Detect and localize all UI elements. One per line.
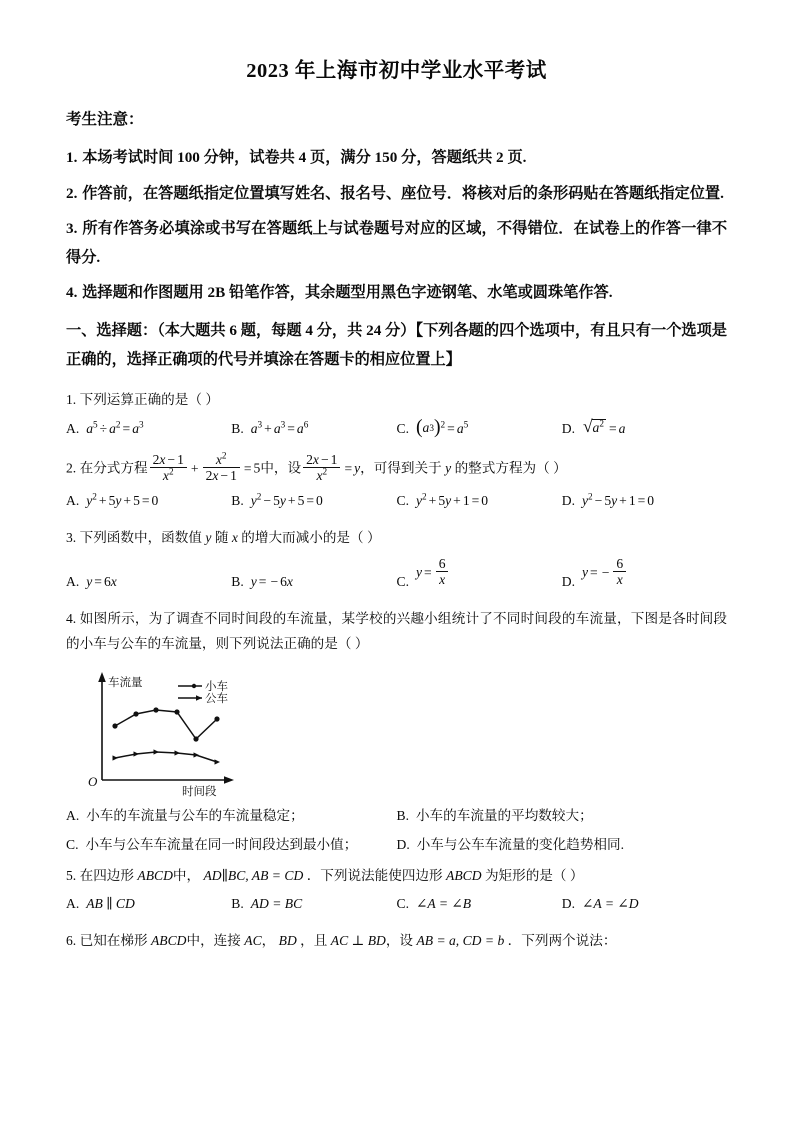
option-label: D. — [561, 421, 575, 437]
notice-item-4-number: 4. — [66, 284, 78, 302]
data-point — [193, 737, 198, 742]
question-4-option-C[interactable] — [66, 833, 397, 853]
option-math: AB ∥ CD — [86, 895, 135, 911]
question-5-options — [66, 896, 727, 912]
data-point — [113, 756, 119, 761]
question-6-text-c: ， — [261, 932, 276, 948]
option-label: C. — [396, 493, 409, 509]
question-6-var-5: AB = a, CD = b — [416, 932, 505, 948]
chart-legend — [178, 679, 228, 705]
question-3-number: 3. — [66, 530, 77, 546]
section-one-heading: 一、选择题：（本大题共 6 题，每题 4 分，共 24 分）【下列各题的四个选项中，有且只有一个选项是正确的，选择正确项的代号并填涂在答题卡的相应位置上】 — [66, 322, 727, 369]
question-4-options-row-2 — [66, 833, 727, 853]
option-text: 小车的车流量与公车的车流量稳定； — [86, 808, 304, 824]
option-label: A. — [66, 808, 80, 824]
notice-item-1-number: 1. — [66, 149, 78, 167]
question-5-option-C[interactable] — [397, 896, 562, 912]
question-1-option-B[interactable] — [231, 421, 396, 437]
option-text: 小车的车流量的平均数较大； — [415, 808, 593, 824]
question-3-option-C[interactable] — [397, 557, 562, 590]
fraction-2x-1-over-x2: $\frac{2x - 1}{x^2}$ — [150, 452, 187, 485]
question-3-option-B[interactable] — [231, 574, 396, 590]
question-5-number: 5. — [66, 868, 77, 884]
question-3-text-c: 的增大而减小的是（ ） — [241, 530, 381, 546]
question-4-option-A[interactable] — [66, 804, 397, 824]
data-point — [112, 724, 117, 729]
option-label: B. — [231, 493, 244, 509]
x-axis-label: 时间段 — [182, 786, 217, 798]
notice-item-1-text: 本场考试时间 100 分钟，试卷共 4 页，满分 150 分，答题纸共 2 页. — [82, 149, 527, 167]
question-6-text-a: 已知在梯形 — [79, 932, 148, 948]
option-label: C. — [396, 895, 409, 911]
option-math: y = $\frac{6}{x}$ — [416, 557, 562, 590]
option-label: B. — [231, 574, 244, 590]
notice-item-2-number: 2. — [66, 184, 78, 202]
question-6-var-4: AC ⊥ BD — [330, 932, 386, 948]
notice-item-3-number: 3. — [66, 219, 78, 237]
data-point — [174, 710, 179, 715]
page-title: 2023 年上海市初中学业水平考试 — [246, 60, 547, 82]
question-4-options-row-1 — [66, 804, 727, 824]
question-5-stem — [66, 863, 727, 888]
question-6-text-b: 中，连接 — [186, 932, 241, 948]
question-5-var-3: ABCD — [446, 868, 482, 884]
option-math: y = − $\frac{6}{x}$ — [582, 557, 727, 590]
notice-item-1 — [66, 143, 727, 172]
option-math: $y^2 + 5y + 1 = 0$ — [415, 491, 489, 509]
data-point — [175, 751, 181, 756]
legend-marker-gongche — [196, 696, 202, 702]
y-axis-arrow — [98, 672, 106, 682]
traffic-flow-chart-figure — [66, 662, 727, 797]
question-2-number: 2. — [66, 460, 77, 476]
question-1-option-C[interactable] — [396, 415, 562, 438]
x-axis-arrow — [224, 777, 234, 785]
question-5-text-c: ．下列说法能使四边形 — [306, 868, 443, 884]
question-5-var-2: AD∥BC, AB = CD — [203, 868, 304, 884]
option-math: $y^2 + 5y + 5 = 0$ — [86, 491, 159, 509]
option-math: √ $a^2$ = a — [582, 416, 626, 437]
question-5-text-d: 为矩形的是（ ） — [484, 868, 584, 884]
question-2-options — [66, 493, 727, 509]
page-content — [66, 58, 727, 955]
question-4-options — [66, 804, 727, 853]
data-point — [154, 750, 160, 755]
question-4-text: 如图所示，为了调查不同时间段的车流量，某学校的兴趣小组统计了不同时间段的车流量，下图是各时间段的小车与公车的车流量，则下列说法正确的是（ ） — [66, 611, 728, 652]
data-point — [134, 752, 140, 757]
question-2-option-D[interactable] — [562, 493, 727, 509]
candidate-notice-heading: 考生注意： — [66, 110, 144, 128]
traffic-flow-line-chart — [74, 662, 314, 797]
data-point — [215, 760, 221, 765]
option-math: ∠A = ∠B — [415, 895, 472, 911]
option-label: D. — [396, 837, 410, 853]
question-1-text: 下列运算正确的是（ ） — [79, 392, 219, 408]
option-label: A. — [66, 574, 80, 590]
option-label: B. — [231, 895, 244, 911]
option-label: A. — [66, 493, 80, 509]
question-4-option-D[interactable] — [397, 833, 728, 853]
question-1-number: 1. — [66, 392, 77, 408]
notice-item-3-text: 所有作答务必填涂或书写在答题纸上与试卷题号对应的区域，不得错位．在试卷上的作答一律不得分. — [66, 219, 728, 266]
question-6-var-3: BD — [278, 932, 297, 948]
data-point — [133, 712, 138, 717]
question-2-text-b: 中， — [260, 460, 288, 476]
question-1-options — [66, 415, 727, 438]
fraction-2x-1-over-x2-sub: $\frac{2x - 1}{x^2}$ — [303, 452, 340, 485]
question-5-option-A[interactable] — [66, 896, 231, 912]
question-2-text-d: ，可得到关于 — [360, 460, 442, 476]
question-2-option-A[interactable] — [66, 493, 231, 509]
question-3-stem: 3. 下列函数中，函数值 y 随 x 的增大而减小的是（ ） — [66, 530, 381, 546]
notice-item-4 — [66, 278, 727, 307]
option-label: B. — [231, 421, 244, 437]
series-gongche-line — [115, 752, 217, 762]
series-gongche — [113, 750, 221, 765]
option-math: $y^2 - 5y + 1 = 0$ — [581, 491, 655, 509]
question-6-number: 6. — [66, 932, 77, 948]
fraction-x2-over-2x-1: $\frac{x^2}{2x - 1}$ — [203, 452, 240, 485]
notice-item-2 — [66, 179, 727, 208]
option-text: 小车与公车车流量的变化趋势相同. — [416, 837, 625, 853]
option-math: y = 6x — [86, 574, 117, 590]
option-math: $a^3 + a^3 = a^6$ — [250, 419, 309, 437]
question-5-option-D[interactable] — [562, 896, 727, 912]
option-label: D. — [561, 574, 575, 590]
legend-marker-xiaoche — [192, 684, 196, 688]
option-math: $a^5 \div a^2 = a^3$ — [86, 419, 144, 437]
notice-item-4-text: 选择题和作图题用 2B 铅笔作答，其余题型用黑色字迹钢笔、水笔或圆珠笔作答. — [82, 284, 613, 302]
legend-label-xiaoche: 小车 — [205, 681, 228, 694]
option-label: C. — [396, 574, 409, 590]
data-point — [194, 753, 200, 758]
question-6-stem — [66, 928, 727, 953]
option-math: AD = BC — [250, 895, 303, 911]
option-text: 小车与公车车流量在同一时间段达到最小值； — [85, 837, 358, 853]
option-label: D. — [561, 493, 575, 509]
question-5-text-a: 在四边形 — [79, 868, 134, 884]
question-5-option-B[interactable] — [231, 896, 396, 912]
option-label: B. — [396, 808, 409, 824]
question-6-var-2: AC — [244, 932, 262, 948]
question-6-text-f: ．下列两个说法： — [507, 932, 617, 948]
question-6-var-1: ABCD — [150, 932, 187, 948]
option-math: y = − 6x — [250, 574, 293, 590]
data-point — [153, 708, 158, 713]
question-4-option-B[interactable] — [397, 804, 728, 824]
question-4-stem — [66, 606, 727, 656]
option-math: ∠A = ∠D — [581, 895, 639, 911]
question-3-options — [66, 557, 727, 590]
legend-label-gongche: 公车 — [205, 693, 228, 706]
option-label: C. — [396, 421, 409, 437]
question-2-stem: 2. 在分式方程 $\frac{2x - 1}{x^2}$ + $\frac{x^2}{2x - 1}$ = 5中，设 $\frac{2x - 1}{x^2}$ = y，可得到关于 y 的整式方程为（ ） — [66, 450, 567, 484]
question-5-text-b: 中， — [172, 868, 201, 884]
question-3-option-A[interactable] — [66, 574, 231, 590]
question-2-text-a: 在分式方程 — [79, 460, 148, 476]
notice-item-3 — [66, 214, 727, 272]
question-3-option-D[interactable] — [562, 557, 727, 590]
question-2-text-c: 设 — [287, 460, 302, 476]
notice-item-2-text: 作答前，在答题纸指定位置填写姓名、报名号、座位号．将核对后的条形码贴在答题纸指定位置. — [82, 184, 724, 202]
series-xiaoche-line — [115, 710, 217, 739]
option-label: D. — [561, 895, 575, 911]
question-3-text-a: 下列函数中，函数值 — [79, 530, 202, 546]
question-1-option-A[interactable] — [66, 421, 231, 437]
data-point — [214, 717, 219, 722]
question-6-text-e: ，设 — [385, 932, 414, 948]
option-label: A. — [66, 895, 80, 911]
question-3-text-b: 随 — [214, 530, 229, 546]
option-label: A. — [66, 421, 80, 437]
question-1-stem — [66, 387, 727, 412]
question-2-option-B[interactable] — [231, 493, 396, 509]
option-math: $y^2 - 5y + 5 = 0$ — [250, 491, 323, 509]
question-2-option-C[interactable] — [397, 493, 562, 509]
question-4-number: 4. — [66, 611, 77, 627]
option-math: ( a 3 ) $^2 = a^5$ — [415, 415, 469, 438]
question-2-text-e: 的整式方程为（ ） — [454, 460, 567, 476]
series-xiaoche — [112, 708, 219, 742]
origin-label: O — [88, 774, 98, 790]
y-axis-label: 车流量 — [108, 677, 143, 690]
question-6-text-d: ，且 — [300, 932, 328, 948]
question-1-option-D[interactable] — [561, 416, 727, 437]
question-5-var-1: ABCD — [137, 868, 173, 884]
option-label: C. — [66, 837, 79, 853]
